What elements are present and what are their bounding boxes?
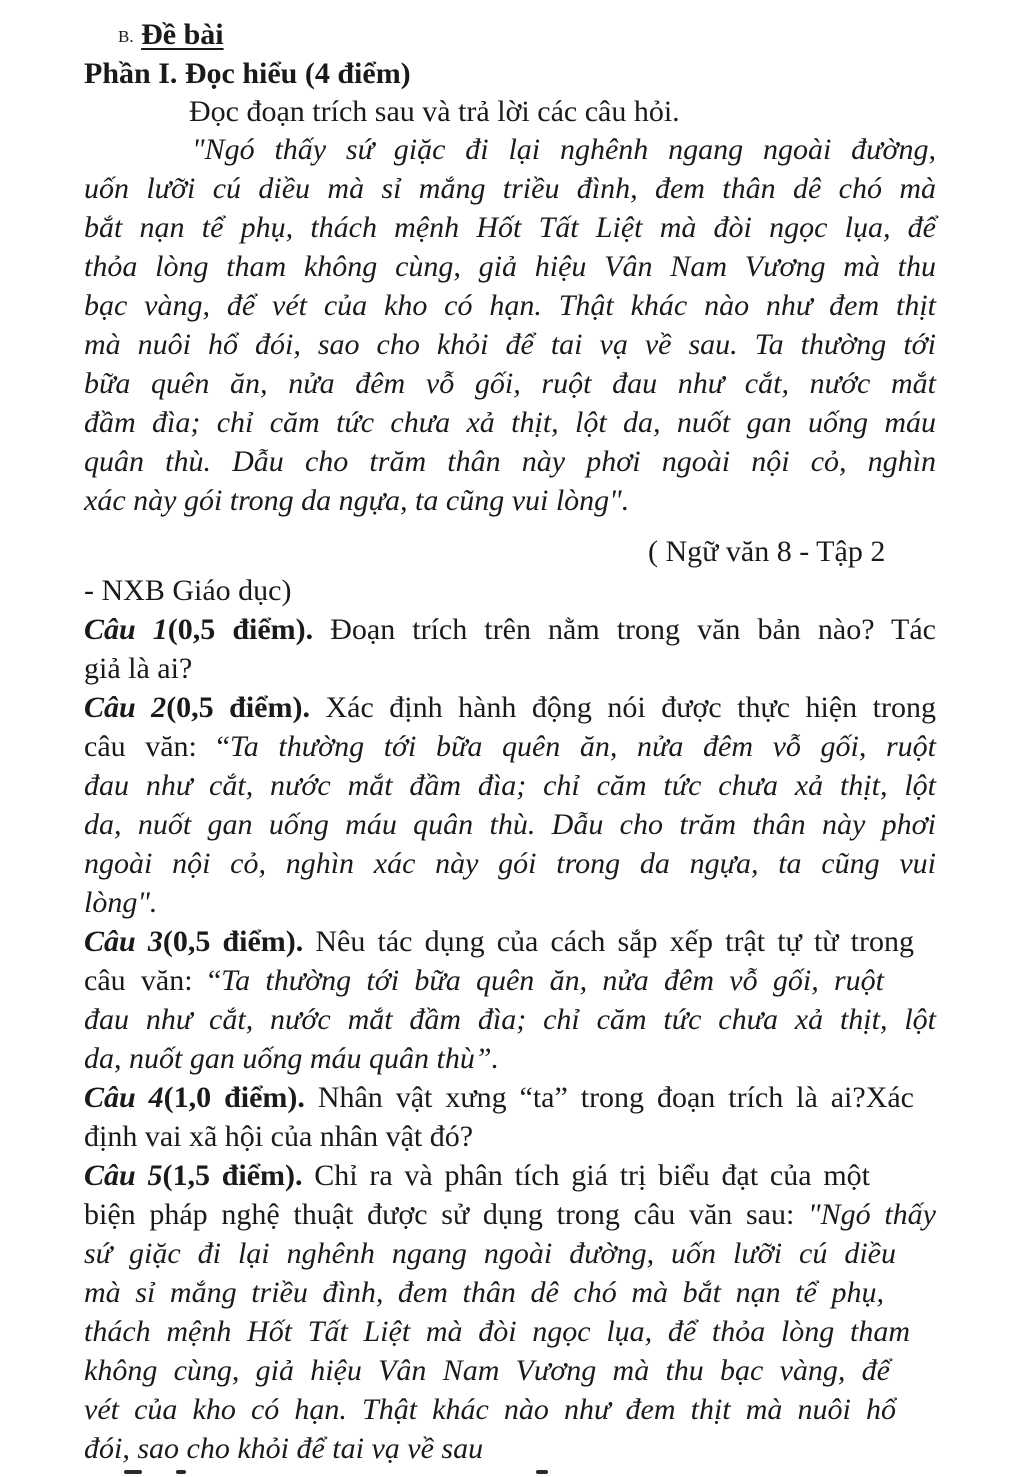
page-title: Đề bài bbox=[141, 18, 224, 51]
passage-line: bạc vàng, để vét của kho có hạn. Thật khác nào như đem thịt bbox=[84, 289, 936, 322]
question-4: Câu 4(1,0 điểm). Nhân vật xưng “ta” trong đoạn trích là ai?Xác bbox=[84, 1081, 915, 1114]
section-letter: B. bbox=[118, 27, 134, 46]
question-3-cont: đau như cắt, nước mắt đầm đìa; chỉ căm tức chưa xả thịt, lột bbox=[84, 1003, 936, 1036]
passage-line: quân thù. Dẫu cho trăm thân này phơi ngoài nội cỏ, nghìn bbox=[84, 445, 936, 478]
passage-line: uốn lưỡi cú diều mà sỉ mắng triều đình, đem thân dê chó mà bbox=[84, 172, 936, 205]
question-1-cont: giả là ai? bbox=[84, 652, 193, 685]
question-2: Câu 2(0,5 điểm). Xác định hành động nói được thực hiện trong bbox=[84, 691, 936, 724]
passage-line: "Ngó thấy sứ giặc đi lại nghênh ngang ngoài đường, bbox=[192, 133, 936, 166]
question-5-cont: mà sỉ mắng triều đình, đem thân dê chó mà bắt nạn tể phụ, bbox=[84, 1276, 884, 1309]
question-points: (0,5 điểm). bbox=[166, 691, 310, 724]
question-points: (1,0 điểm). bbox=[163, 1081, 305, 1114]
question-label: Câu 1 bbox=[84, 613, 168, 646]
question-3-cont: da, nuốt gan uống máu quân thù”. bbox=[84, 1042, 500, 1075]
part-heading: Phần I. Đọc hiểu (4 điểm) bbox=[84, 57, 411, 90]
passage-line: bữa quên ăn, nửa đêm vỗ gối, ruột đau như cắt, nước mắt bbox=[84, 367, 936, 400]
passage-line: bắt nạn tể phụ, thách mệnh Hốt Tất Liệt mà đòi ngọc lụa, để bbox=[84, 211, 936, 244]
question-label: Câu 5 bbox=[84, 1159, 163, 1192]
instruction: Đọc đoạn trích sau và trả lời các câu hỏi. bbox=[189, 95, 680, 128]
question-5-cont: thách mệnh Hốt Tất Liệt mà đòi ngọc lụa, để thỏa lòng tham bbox=[84, 1315, 910, 1348]
question-5-cont: biện pháp nghệ thuật được sử dụng trong câu văn sau: "Ngó thấy bbox=[84, 1198, 936, 1231]
source-citation: ( Ngữ văn 8 - Tập 2 bbox=[648, 535, 886, 568]
question-5: Câu 5(1,5 điểm). Chỉ ra và phân tích giá trị biểu đạt của một bbox=[84, 1159, 870, 1192]
question-label: Câu 4 bbox=[84, 1081, 164, 1114]
question-2-cont: câu văn: “Ta thường tới bữa quên ăn, nửa đêm vỗ gối, ruột bbox=[84, 730, 937, 763]
passage-line: đầm đìa; chỉ căm tức chưa xả thịt, lột da, nuốt gan uống máu bbox=[84, 406, 936, 439]
question-5-cont: vét của kho có hạn. Thật khác nào như đem thịt mà nuôi hổ bbox=[84, 1393, 896, 1426]
question-2-cont: lòng". bbox=[84, 886, 158, 919]
question-2-cont: đau như cắt, nước mắt đầm đìa; chỉ căm tức chưa xả thịt, lột bbox=[84, 769, 936, 802]
question-5-cont: sứ giặc đi lại nghênh ngang ngoài đường, uốn lưỡi cú diều bbox=[84, 1237, 896, 1270]
question-5-cont: không cùng, giả hiệu Vân Nam Vương mà thu bạc vàng, để bbox=[84, 1354, 890, 1387]
passage-line: xác này gói trong da ngựa, ta cũng vui lòng". bbox=[84, 484, 630, 517]
question-2-cont: ngoài nội cỏ, nghìn xác này gói trong da ngựa, ta cũng vui bbox=[84, 847, 936, 880]
passage-line: thỏa lòng tham không cùng, giả hiệu Vân Nam Vương mà thu bbox=[84, 250, 936, 283]
question-3: Câu 3(0,5 điểm). Nêu tác dụng của cách sắp xếp trật tự từ trong bbox=[84, 925, 914, 958]
question-5-cont: đói, sao cho khỏi để tai vạ về sau bbox=[84, 1432, 484, 1465]
question-points: (0,5 điểm). bbox=[162, 925, 304, 958]
passage-line: mà nuôi hổ đói, sao cho khỏi để tai vạ về sau. Ta thường tới bbox=[84, 328, 936, 361]
question-points: (1,5 điểm). bbox=[162, 1159, 303, 1192]
question-label: Câu 3 bbox=[84, 925, 163, 958]
question-2-cont: da, nuốt gan uống máu quân thù. Dẫu cho trăm thân này phơi bbox=[84, 808, 936, 841]
question-1: Câu 1(0,5 điểm). Đoạn trích trên nằm trong văn bản nào? Tác bbox=[84, 613, 936, 646]
question-label: Câu 2 bbox=[84, 691, 167, 724]
question-4-cont: định vai xã hội của nhân vật đó? bbox=[84, 1120, 474, 1153]
question-points: (0,5 điểm). bbox=[167, 613, 314, 646]
source-publisher: - NXB Giáo dục) bbox=[84, 574, 292, 607]
cropped-next-line bbox=[84, 1462, 936, 1477]
question-3-cont: câu văn: “Ta thường tới bữa quên ăn, nửa đêm vỗ gối, ruột bbox=[84, 964, 884, 997]
section-title bbox=[118, 16, 970, 56]
